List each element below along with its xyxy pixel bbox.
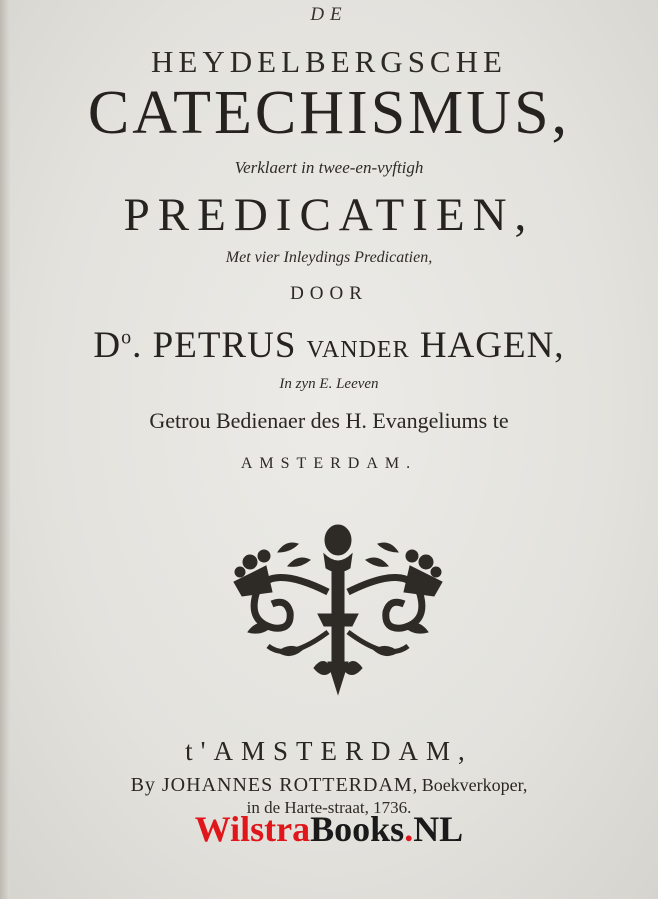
printers-ornament-icon bbox=[228, 522, 448, 702]
title-heydelbergsche: HEYDELBERGSCHE bbox=[151, 44, 507, 79]
watermark-tld: NL bbox=[413, 809, 464, 849]
subtitle-met-vier: Met vier Inleydings Predicatien, bbox=[225, 249, 433, 266]
door-label: DOOR bbox=[290, 283, 368, 304]
imprint-address-date: in de Harte-straat, 1736. bbox=[246, 798, 412, 817]
author-name bbox=[0, 324, 658, 367]
title-de: DE bbox=[310, 4, 348, 25]
author-last: HAGEN, bbox=[409, 325, 565, 366]
imprint-rest: , Boekverkoper, bbox=[412, 775, 528, 795]
author-first: . PETRUS bbox=[132, 325, 307, 366]
wilstrabooks-watermark bbox=[0, 808, 658, 850]
author-prefix-sup: o bbox=[121, 326, 133, 349]
subtitle-verklaert: Verklaert in twee-en-vyftigh bbox=[234, 158, 424, 177]
place-amsterdam-imprint: t'AMSTERDAM, bbox=[185, 736, 473, 766]
imprint-by: By JOHANNES ROTTERDAM bbox=[130, 774, 413, 796]
in-zyn-leeven: In zyn E. Leeven bbox=[279, 376, 379, 392]
title-catechismus: CATECHISMUS, bbox=[87, 79, 571, 147]
title-predicatien: PREDICATIEN, bbox=[123, 189, 535, 241]
watermark-dot: . bbox=[404, 809, 414, 849]
author-middle: VANDER bbox=[306, 337, 410, 363]
watermark-red-part: Wilstra bbox=[194, 809, 311, 849]
author-prefix: D bbox=[93, 325, 122, 366]
place-amsterdam: AMSTERDAM. bbox=[240, 455, 418, 472]
getrou-bedienaer: Getrou Bedienaer des H. Evangeliums te bbox=[149, 408, 509, 433]
imprint-publisher bbox=[0, 774, 658, 797]
watermark-dark-part: Books bbox=[310, 809, 405, 849]
